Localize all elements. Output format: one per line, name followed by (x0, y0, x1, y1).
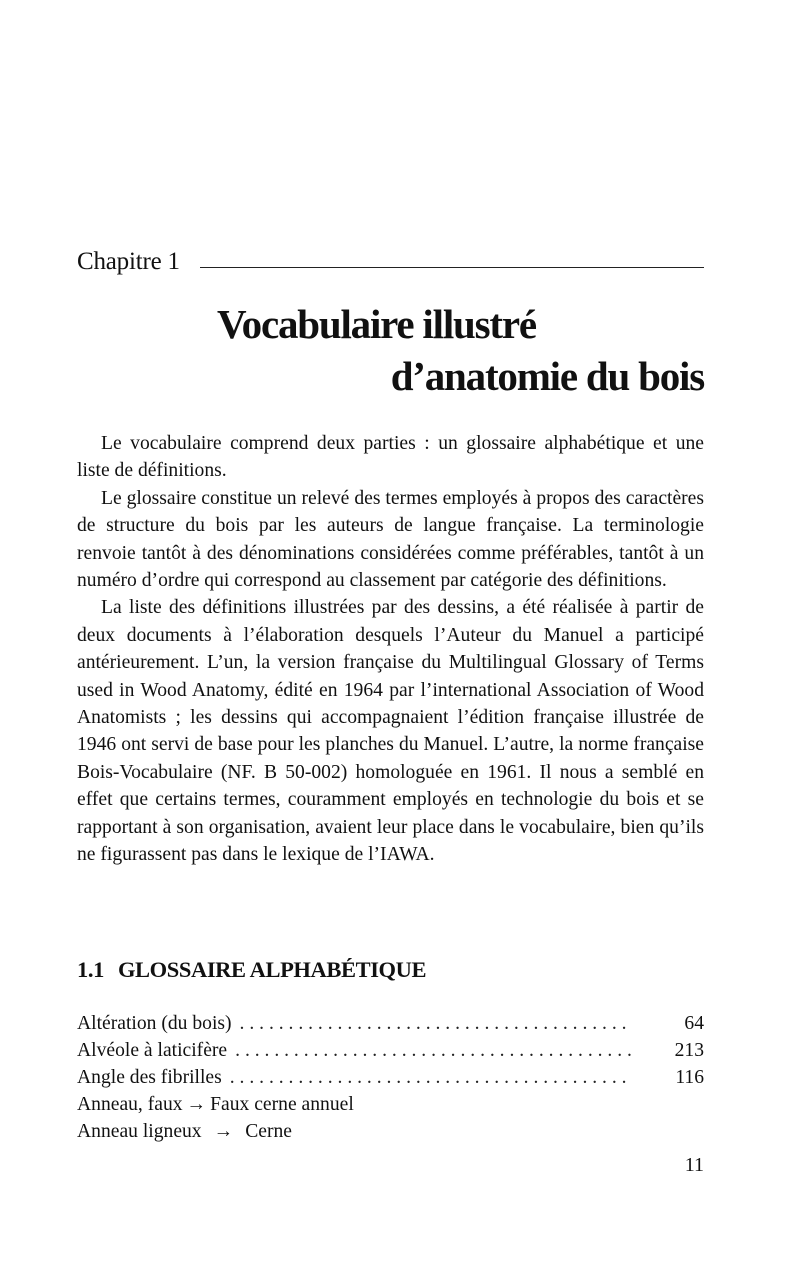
dot-leader (230, 1064, 632, 1091)
glossary-entry (77, 1010, 704, 1037)
section-number: 1.1 (77, 957, 104, 982)
glossary-page-ref: 116 (675, 1067, 704, 1088)
section-title: GLOSSAIRE ALPHABÉTIQUE (117, 957, 427, 982)
intro-paragraph-2: Le glossaire constitue un relevé des termes employés à propos des caractères de structure du bois par les auteurs de langue française. La terminologie renvoie tantôt à des dénominations considérées comme préférables, tantôt à un numéro d’ordre qui correspond au classement par catégorie des définitions. (77, 487, 704, 592)
intro-body (77, 430, 704, 869)
glossary-entry-crossref (77, 1091, 704, 1118)
glossary-term: Altération (du bois) (77, 1013, 232, 1034)
glossary-entry (77, 1037, 704, 1064)
see-arrow-icon: → (213, 1121, 234, 1142)
see-arrow-icon: → (186, 1094, 207, 1115)
glossary-term: Anneau ligneux (77, 1121, 202, 1142)
glossary-term: Angle des fibrilles (77, 1067, 222, 1088)
section-heading (77, 955, 426, 985)
chapter-rule-divider (200, 267, 704, 268)
chapter-title-line-1: Vocabulaire illustré (217, 301, 536, 347)
chapter-label: Chapitre 1 (77, 248, 180, 275)
glossary-see-reference: Cerne (245, 1121, 292, 1142)
glossary-page-ref: 64 (684, 1013, 704, 1034)
chapter-header (77, 243, 704, 277)
intro-paragraph-3: La liste des définitions illustrées par des dessins, a été réalisée à partir de deux documents à l’élaboration desquels l’Auteur du Manuel a participé antérieurement. L’un, la version française du Multilingual Glossary of Terms used in Wood Anatomy, édité en 1964 par l’international Association of Wood Anatomists ; les dessins qui accompagnaient l’édition française illustrée de 1946 ont servi de base pour les planches du Manuel. L’autre, la norme française Bois-Vocabulaire (NF. B 50-002) homologuée en 1961. Il nous a semblé en effet que certains termes, couramment employés en technologie du bois et se rapportant à son organisation, avaient leur place dans le vocabulaire, bien qu’ils ne figurassent pas dans le lexique de l’IAWA. (77, 597, 704, 866)
glossary-entry (77, 1064, 704, 1091)
glossary-see-reference: Faux cerne annuel (210, 1094, 354, 1115)
glossary-term: Anneau, faux (77, 1094, 183, 1115)
glossary-term: Alvéole à laticifère (77, 1040, 228, 1061)
chapter-title-line-2: d’anatomie du bois (390, 353, 704, 399)
dot-leader (235, 1037, 632, 1064)
dot-leader (240, 1010, 632, 1037)
glossary-entry-crossref (77, 1118, 704, 1145)
glossary-page-ref: 213 (674, 1040, 704, 1061)
glossary-list (77, 1010, 704, 1145)
intro-paragraph-1: Le vocabulaire comprend deux parties : un glossaire alphabétique et une liste de définitions. (77, 433, 704, 482)
page-number: 11 (684, 1154, 704, 1176)
